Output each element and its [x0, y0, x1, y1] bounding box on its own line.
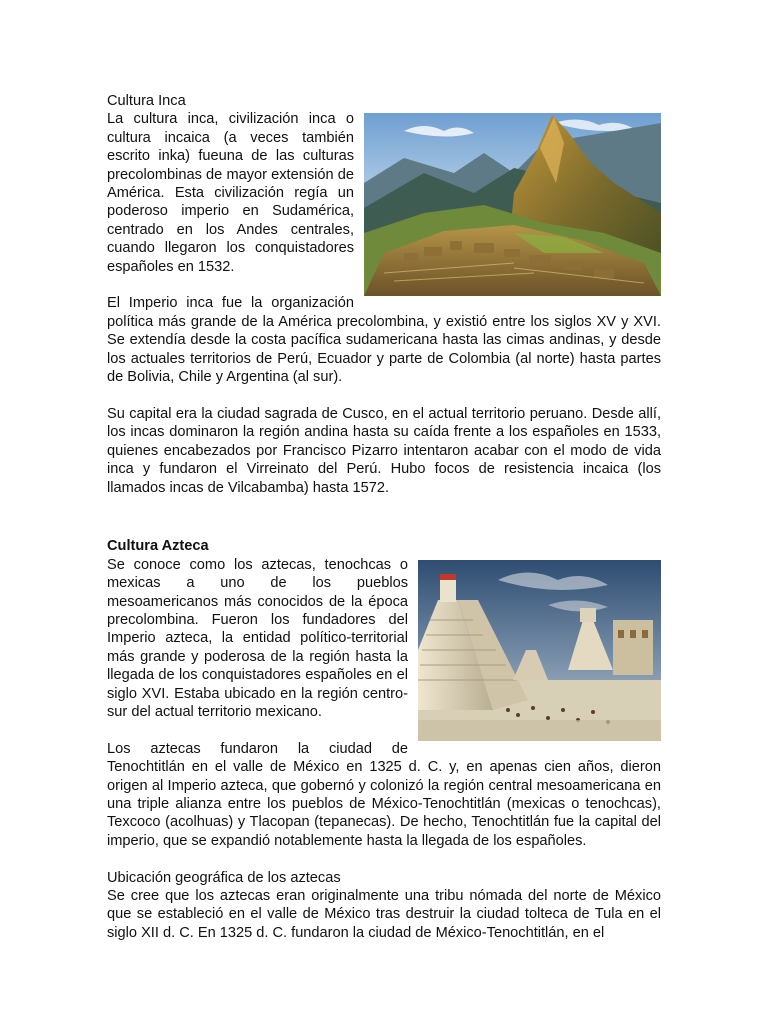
- inca-paragraph-1: La cultura inca, civilización inca o cultura incaica (a veces también escrito inka) fueuna de las culturas precolombinas de mayor extensión de América. Esta civilización regía un poderoso imperio en Sudamérica, centrado en los Andes centrales, cuando llegaron los conquistadores españoles en 1532.: [107, 111, 354, 275]
- inca-paragraph-3: Su capital era la ciudad sagrada de Cusco, en el actual territorio peruano. Desde allí, los incas dominaron la región andina hasta su caída frente a los españoles en 1533, quienes encabezados por Francisco Pizarro intentaron acabar con el modo de vida inca y fundaron el Virreinato del Perú. Hubo focos de resistencia incaica (los llamados incas de Vilcabamba) hasta 1572.: [107, 405, 661, 496]
- tenochtitlan-illustration: [418, 560, 661, 741]
- azteca-paragraph-2: Los aztecas fundaron la ciudad de Tenochtitlán en el valle de México en 1325 d. C. y, en apenas cien años, dieron origen al Imperio azteca, que gobernó y colonizó la región central mesoamericana en una triple alianza entre los pueblos de México-Tenochtitlán (mexicas o tenochcas), Texcoco (acolhuas) y Tlacopan (tepanecas). De hecho, Tenochtitlán fue la capital del imperio, que se expandió notablemente hasta la llegada de los españoles.: [107, 740, 661, 849]
- document-page: [107, 92, 661, 942]
- machu-picchu-photo: [364, 113, 661, 296]
- inca-paragraph-2: El Imperio inca fue la organización política más grande de la América precolombina, y existió entre los siglos XV y XVI. Se extendía desde la costa pacífica sudamericana hasta las cimas andinas, y desde los actuales territorios de Perú, Ecuador y parte de Colombia (al norte) hasta partes de Bolivia, Chile y Argentina (al sur).: [107, 295, 661, 386]
- azteca-heading: Cultura Azteca: [107, 538, 209, 555]
- azteca-paragraph-3: Se cree que los aztecas eran originalmente una tribu nómada del norte de México que se estableció en el valle de México tras destruir la ciudad tolteca de Tula en el siglo XII d. C. En 1325 d. C. fundaron la ciudad de México-Tenochtitlán, en el: [107, 887, 661, 941]
- azteca-paragraph-1: Se conoce como los aztecas, tenochcas o mexicas a uno de los pueblos mesoamericanos más conocidos de la época precolombina. Fueron los fundadores del Imperio azteca, la entidad político-territorial más grande y poderosa de la región hasta la llegada de los conquistadores españoles en el siglo XVI. Estaba ubicado en la región centro-sur del actual territorio mexicano.: [107, 556, 408, 720]
- azteca-subheading: Ubicación geográfica de los aztecas: [107, 869, 341, 886]
- inca-heading: Cultura Inca: [107, 93, 186, 109]
